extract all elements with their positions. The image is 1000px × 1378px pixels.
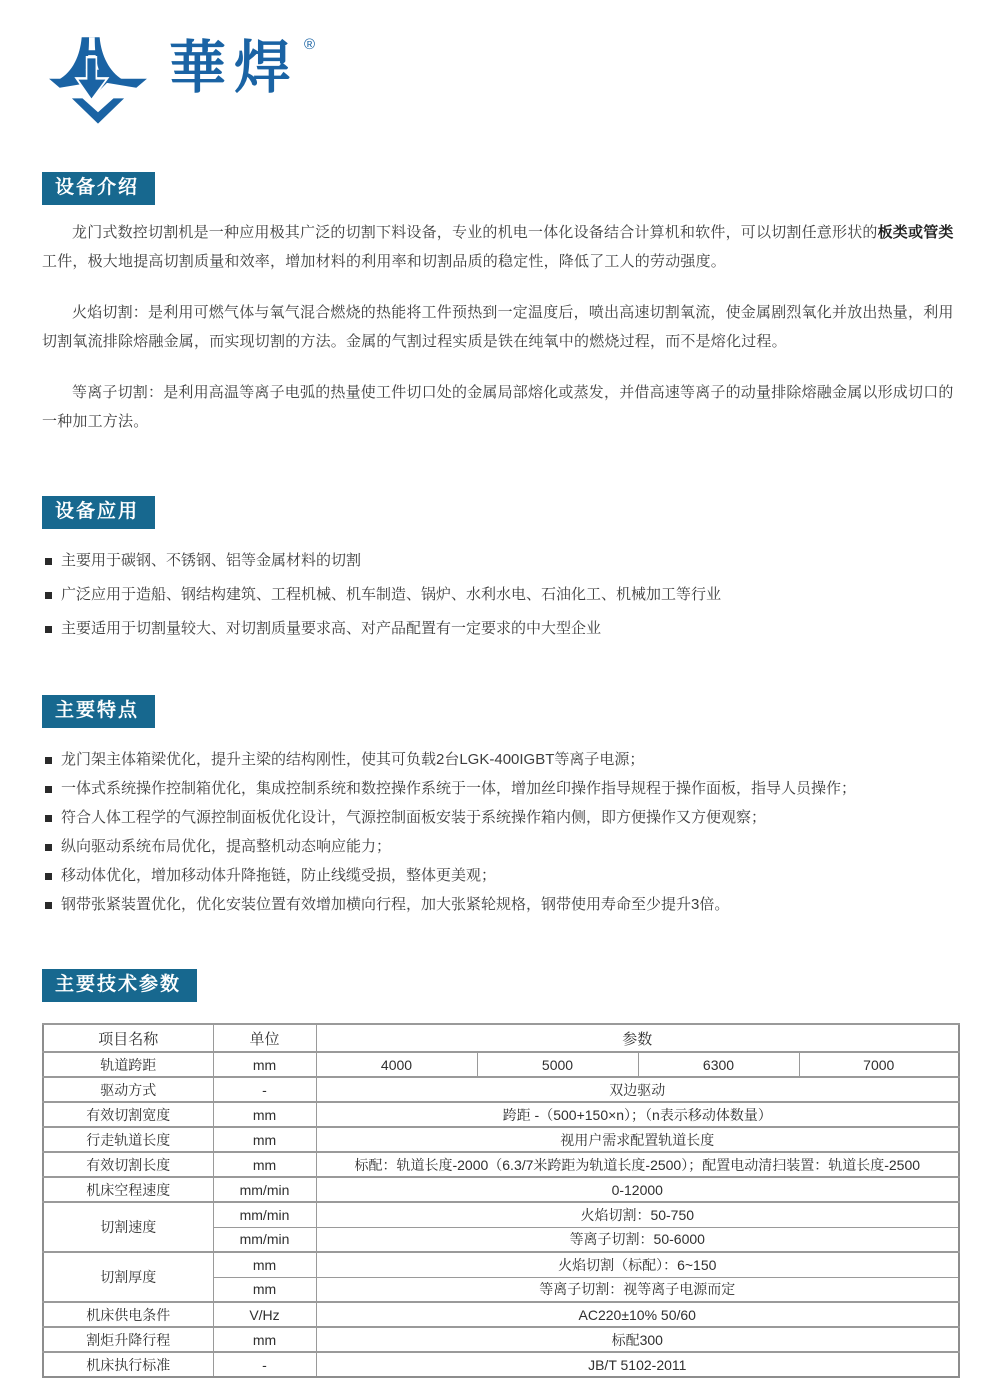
spec-value: 6300 xyxy=(638,1052,799,1077)
list-item xyxy=(44,750,958,770)
features-list xyxy=(44,750,958,915)
section-title-application: 设备应用 xyxy=(42,496,155,529)
spec-value: 7000 xyxy=(799,1052,959,1077)
bullet-square-icon xyxy=(45,558,52,565)
brand-logo-icon xyxy=(45,32,151,128)
spec-name: 驱动方式 xyxy=(43,1077,213,1102)
spec-value: 跨距 -（500+150×n）；（n表示移动体数量） xyxy=(316,1102,959,1127)
table-row xyxy=(43,1202,959,1227)
spec-value: 视用户需求配置轨道长度 xyxy=(316,1127,959,1152)
section-title-intro: 设备介绍 xyxy=(42,172,155,205)
intro-paragraph-1 xyxy=(42,218,958,276)
section-title-specs: 主要技术参数 xyxy=(42,969,197,1002)
spec-unit: mm/min xyxy=(213,1177,316,1202)
spec-unit: - xyxy=(213,1352,316,1377)
spec-unit: mm/min xyxy=(213,1227,316,1252)
table-row xyxy=(43,1352,959,1377)
spec-value: 0-12000 xyxy=(316,1177,959,1202)
table-row xyxy=(43,1077,959,1102)
registered-trademark-icon: ® xyxy=(303,36,315,53)
list-item xyxy=(44,551,958,571)
section-application xyxy=(42,496,958,639)
intro-p1-text-before: 龙门式数控切割机是一种应用极其广泛的切割下料设备，专业的机电一体化设备结合计算机和软件，可以切割任意形状的 xyxy=(72,224,878,241)
spec-name: 机床执行标准 xyxy=(43,1352,213,1377)
intro-p1-text-after: 工件，极大地提高切割质量和效率，增加材料的利用率和切割品质的稳定性，降低了工人的劳动强度。 xyxy=(42,253,727,270)
bullet-text: 一体式系统操作控制箱优化，集成控制系统和数控操作系统于一体，增加丝印操作指导规程于操作面板，指导人员操作； xyxy=(61,780,857,797)
bullet-text: 符合人体工程学的气源控制面板优化设计，气源控制面板安装于系统操作箱内侧，即方便操作又方便观察； xyxy=(61,809,767,826)
intro-p1-bold-phrase: 板类或管类 xyxy=(877,224,954,241)
spec-value: 火焰切割（标配）：6~150 xyxy=(316,1252,959,1277)
spec-value: 火焰切割：50-750 xyxy=(316,1202,959,1227)
bullet-text: 龙门架主体箱梁优化，提升主梁的结构刚性，使其可负载2台LGK-400IGBT等离子电源； xyxy=(61,751,645,768)
table-row xyxy=(43,1302,959,1327)
spec-value: 4000 xyxy=(316,1052,477,1077)
bullet-text: 纵向驱动系统布局优化，提高整机动态响应能力； xyxy=(61,838,392,855)
list-item xyxy=(44,585,958,605)
table-row xyxy=(43,1152,959,1177)
col-header-param: 参数 xyxy=(316,1024,959,1052)
spec-value: AC220±10% 50/60 xyxy=(316,1302,959,1327)
bullet-text: 钢带张紧装置优化，优化安装位置有效增加横向行程，加大张紧轮规格，钢带使用寿命至少提升3倍。 xyxy=(61,896,730,913)
list-item xyxy=(44,808,958,828)
spec-value: JB/T 5102-2011 xyxy=(316,1352,959,1377)
list-item xyxy=(44,619,958,639)
spec-unit: V/Hz xyxy=(213,1302,316,1327)
bullet-square-icon xyxy=(45,592,52,599)
table-row xyxy=(43,1327,959,1352)
col-header-item: 项目名称 xyxy=(43,1024,213,1052)
table-row xyxy=(43,1177,959,1202)
spec-unit: mm xyxy=(213,1052,316,1077)
intro-paragraph-3: 等离子切割：是利用高温等离子电弧的热量使工件切口处的金属局部熔化或蒸发，并借高速等离子的动量排除熔融金属以形成切口的一种加工方法。 xyxy=(42,384,954,430)
list-item xyxy=(44,866,958,886)
bullet-square-icon xyxy=(45,873,52,880)
bullet-square-icon xyxy=(45,757,52,764)
table-row xyxy=(43,1102,959,1127)
brand-wordmark-wrap xyxy=(169,36,315,100)
spec-unit: mm xyxy=(213,1152,316,1177)
spec-value: 双边驱动 xyxy=(316,1077,959,1102)
brand-wordmark: 華焊 xyxy=(169,36,299,100)
bullet-text: 主要适用于切割量较大、对切割质量要求高、对产品配置有一定要求的中大型企业 xyxy=(61,620,602,637)
table-row xyxy=(43,1052,959,1077)
table-row xyxy=(43,1252,959,1277)
spec-value: 等离子切割：视等离子电源而定 xyxy=(316,1277,959,1302)
bullet-square-icon xyxy=(45,626,52,633)
list-item xyxy=(44,837,958,857)
bullet-text: 主要用于碳钢、不锈钢、铝等金属材料的切割 xyxy=(61,552,362,569)
spec-unit: mm xyxy=(213,1252,316,1277)
spec-name: 轨道跨距 xyxy=(43,1052,213,1077)
spec-unit: mm xyxy=(213,1327,316,1352)
bullet-square-icon xyxy=(45,815,52,822)
spec-name: 行走轨道长度 xyxy=(43,1127,213,1152)
list-item xyxy=(44,779,958,799)
spec-name: 机床供电条件 xyxy=(43,1302,213,1327)
bullet-square-icon xyxy=(45,902,52,909)
spec-value: 等离子切割：50-6000 xyxy=(316,1227,959,1252)
spec-name: 切割厚度 xyxy=(43,1252,213,1302)
bullet-square-icon xyxy=(45,844,52,851)
spec-unit: mm xyxy=(213,1127,316,1152)
brand-header xyxy=(45,32,958,136)
table-row xyxy=(43,1127,959,1152)
spec-name: 切割速度 xyxy=(43,1202,213,1252)
section-title-features: 主要特点 xyxy=(42,695,155,728)
section-features xyxy=(42,695,958,915)
application-list xyxy=(44,551,958,639)
bullet-text: 广泛应用于造船、钢结构建筑、工程机械、机车制造、锅炉、水利水电、石油化工、机械加工等行业 xyxy=(61,586,722,603)
spec-name: 有效切割宽度 xyxy=(43,1102,213,1127)
spec-name: 机床空程速度 xyxy=(43,1177,213,1202)
table-header-row xyxy=(43,1024,959,1052)
col-header-unit: 单位 xyxy=(213,1024,316,1052)
bullet-text: 移动体优化，增加移动体升降拖链，防止线缆受损，整体更美观； xyxy=(61,867,497,884)
bullet-square-icon xyxy=(45,786,52,793)
spec-value: 5000 xyxy=(477,1052,638,1077)
spec-unit: mm xyxy=(213,1102,316,1127)
spec-name: 有效切割长度 xyxy=(43,1152,213,1177)
spec-unit: - xyxy=(213,1077,316,1102)
spec-value: 标配300 xyxy=(316,1327,959,1352)
spec-table xyxy=(42,1023,960,1378)
list-item xyxy=(44,895,958,915)
spec-value: 标配：轨道长度-2000（6.3/7米跨距为轨道长度-2500）；配置电动清扫装置：轨道长度-2500 xyxy=(316,1152,959,1177)
spec-name: 割炬升降行程 xyxy=(43,1327,213,1352)
spec-unit: mm/min xyxy=(213,1202,316,1227)
intro-paragraph-2: 火焰切割：是利用可燃气体与氧气混合燃烧的热能将工件预热到一定温度后，喷出高速切割氧流，使金属剧烈氧化并放出热量，利用切割氧流排除熔融金属，而实现切割的方法。金属的气割过程实质是铁在纯氧中的燃烧过程，而不是熔化过程。 xyxy=(42,304,954,350)
section-intro xyxy=(42,172,958,436)
spec-unit: mm xyxy=(213,1277,316,1302)
section-specs xyxy=(42,969,958,1378)
